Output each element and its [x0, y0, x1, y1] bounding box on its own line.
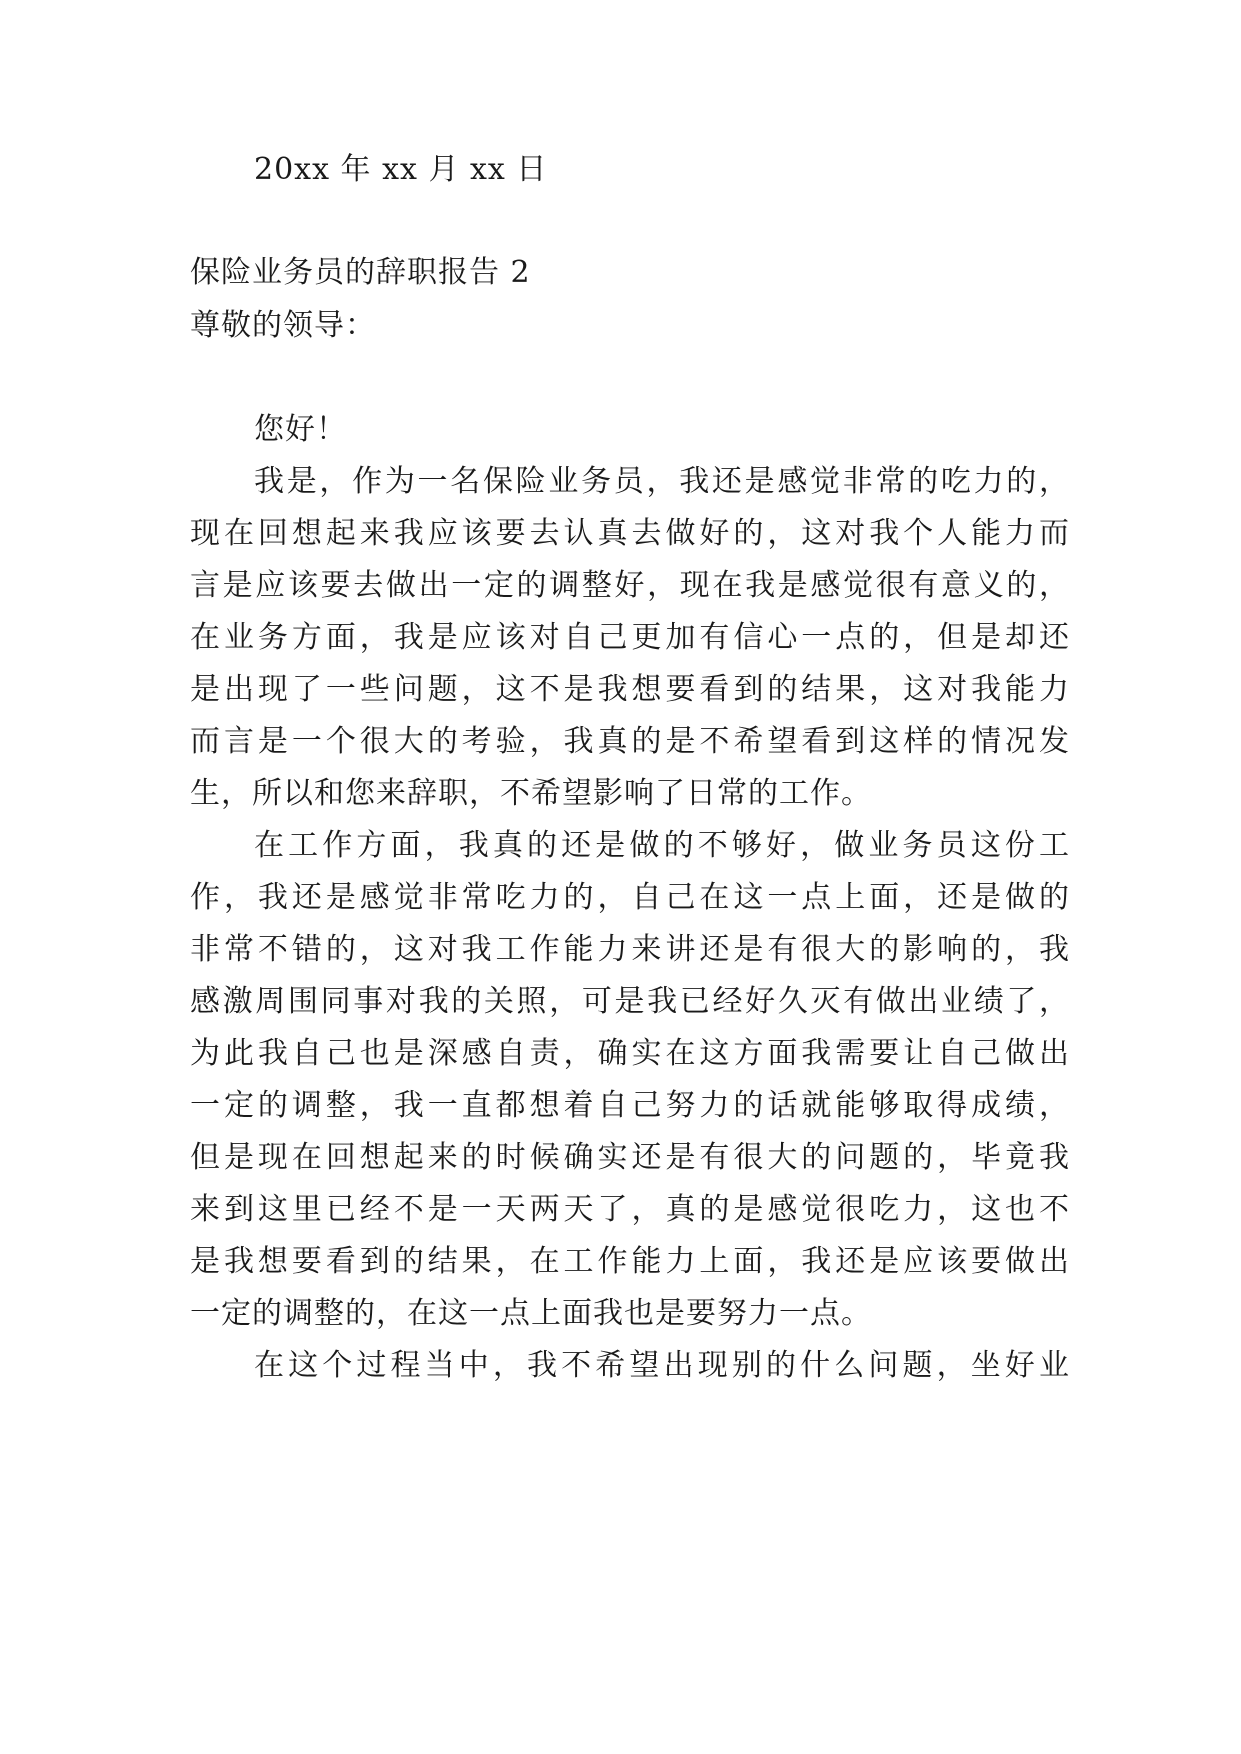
salutation: 尊敬的领导：	[190, 308, 376, 343]
paragraph-2-line: 但是现在回想起来的时候确实还是有很大的问题的，毕竟我	[190, 1140, 1070, 1175]
report-title: 保险业务员的辞职报告 2	[190, 255, 531, 290]
paragraph-1-line: 是出现了一些问题，这不是我想要看到的结果，这对我能力	[190, 672, 1070, 707]
paragraph-2-line: 来到这里已经不是一天两天了，真的是感觉很吃力，这也不	[190, 1192, 1070, 1227]
paragraph-2-line: 一定的调整，我一直都想着自己努力的话就能够取得成绩，	[190, 1088, 1070, 1123]
paragraph-2-line: 感激周围同事对我的关照，可是我已经好久灭有做出业绩了，	[190, 984, 1070, 1019]
paragraph-1-line: 言是应该要去做出一定的调整好，现在我是感觉很有意义的，	[190, 568, 1070, 603]
paragraph-2-line: 非常不错的，这对我工作能力来讲还是有很大的影响的，我	[190, 932, 1070, 967]
date-line: 20xx 年 xx 月 xx 日	[254, 152, 548, 187]
paragraph-2-line: 作，我还是感觉非常吃力的，自己在这一点上面，还是做的	[190, 880, 1070, 915]
paragraph-2-line: 为此我自己也是深感自责，确实在这方面我需要让自己做出	[190, 1036, 1070, 1071]
paragraph-2-line: 是我想要看到的结果，在工作能力上面，我还是应该要做出	[190, 1244, 1070, 1279]
paragraph-1-line: 现在回想起来我应该要去认真去做好的，这对我个人能力而	[190, 516, 1070, 551]
paragraph-2-line: 一定的调整的，在这一点上面我也是要努力一点。	[190, 1296, 872, 1331]
paragraph-1-line: 在业务方面，我是应该对自己更加有信心一点的，但是却还	[190, 620, 1070, 655]
paragraph-1-line: 生，所以和您来辞职，不希望影响了日常的工作。	[190, 776, 872, 811]
paragraph-1-line: 我是，作为一名保险业务员，我还是感觉非常的吃力的，	[254, 464, 1070, 499]
paragraph-2-line: 在工作方面，我真的还是做的不够好，做业务员这份工	[254, 828, 1070, 863]
greeting: 您好！	[254, 412, 347, 447]
paragraph-3-line: 在这个过程当中，我不希望出现别的什么问题，坐好业	[254, 1348, 1070, 1383]
paragraph-1-line: 而言是一个很大的考验，我真的是不希望看到这样的情况发	[190, 724, 1070, 759]
